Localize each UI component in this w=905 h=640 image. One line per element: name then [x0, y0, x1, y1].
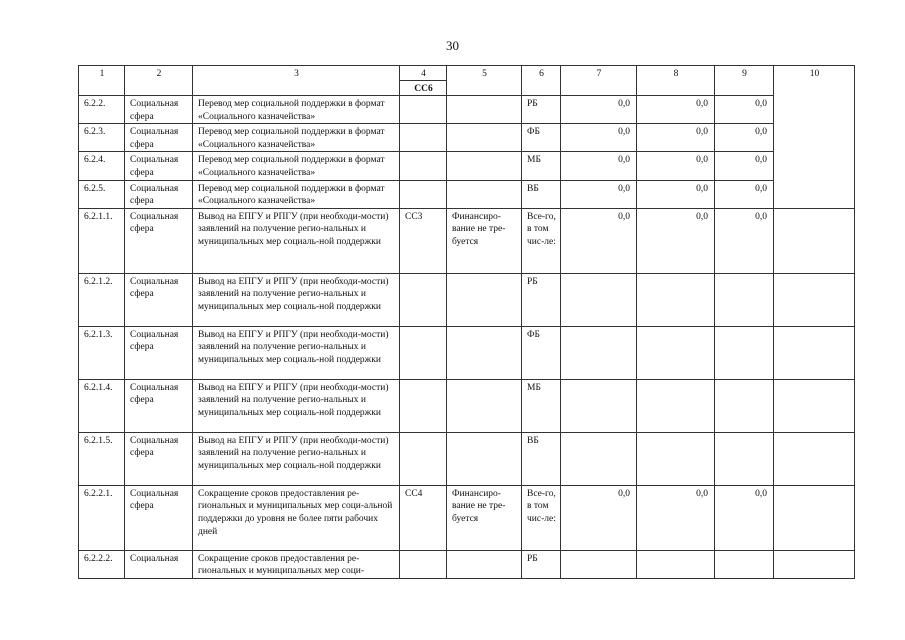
row-value-col9: 0,0 — [715, 152, 774, 180]
row-code — [400, 379, 447, 432]
row-financing — [447, 379, 522, 432]
header-col-6: 6 — [522, 66, 561, 96]
row-description: Вывод на ЕПГУ и РПГУ (при необходи-мости) заявлений на получение регио-нальных и муниципальных мер социаль-ной поддержки — [193, 208, 400, 273]
header-col-5: 5 — [447, 66, 522, 96]
row-sphere: Социальная сфера — [125, 432, 193, 485]
row-value-col8 — [637, 326, 715, 379]
row-number: 6.2.2. — [79, 96, 125, 124]
header-col-4: 4 — [400, 66, 447, 81]
row-financing — [447, 152, 522, 180]
row-code — [400, 152, 447, 180]
row-source: Все-го, в том чис-ле: — [522, 485, 561, 550]
row-financing — [447, 550, 522, 578]
header-col-2: 2 — [125, 66, 193, 96]
header-row — [79, 66, 855, 81]
row-value-col9: 0,0 — [715, 124, 774, 152]
row-value-col9 — [715, 273, 774, 326]
row-value-col7 — [561, 550, 637, 578]
row-value-col8 — [637, 432, 715, 485]
row-source: ВБ — [522, 180, 561, 208]
table-row — [79, 485, 855, 550]
row-source: ФБ — [522, 124, 561, 152]
row-description: Вывод на ЕПГУ и РПГУ (при необходи-мости) заявлений на получение регио-нальных и муниципальных мер социаль-ной поддержки — [193, 432, 400, 485]
row-source: МБ — [522, 152, 561, 180]
row-financing — [447, 273, 522, 326]
row-description: Перевод мер социальной поддержки в формат «Социального казначейства» — [193, 152, 400, 180]
row-value-col8 — [637, 273, 715, 326]
row-source: РБ — [522, 550, 561, 578]
header-col-7: 7 — [561, 66, 637, 96]
row-value-col9: 0,0 — [715, 96, 774, 124]
row-value-col8: 0,0 — [637, 485, 715, 550]
row-financing — [447, 124, 522, 152]
row-number: 6.2.1.2. — [79, 273, 125, 326]
table-row — [79, 273, 855, 326]
header-col-3: 3 — [193, 66, 400, 96]
row-source: ВБ — [522, 432, 561, 485]
row-value-col9: 0,0 — [715, 180, 774, 208]
row-source: РБ — [522, 96, 561, 124]
row-sphere: Социальная сфера — [125, 208, 193, 273]
row-sphere: Социальная — [125, 550, 193, 578]
row-code — [400, 326, 447, 379]
row-value-col8: 0,0 — [637, 180, 715, 208]
row-value-col7 — [561, 432, 637, 485]
row-value-col10 — [774, 550, 855, 578]
row-description: Сокращение сроков предоставления ре-гиональных и муниципальных мер соци- — [193, 550, 400, 578]
row-value-col7 — [561, 273, 637, 326]
row-value-col9 — [715, 379, 774, 432]
row-value-col10 — [774, 273, 855, 326]
row-value-col7 — [561, 326, 637, 379]
row-sphere: Социальная сфера — [125, 96, 193, 124]
row-value-col7 — [561, 379, 637, 432]
row-sphere: Социальная сфера — [125, 485, 193, 550]
row-financing — [447, 180, 522, 208]
table-row — [79, 432, 855, 485]
row-value-col10 — [774, 326, 855, 379]
row-value-col8 — [637, 379, 715, 432]
table-row — [79, 550, 855, 578]
row-financing — [447, 96, 522, 124]
row-source: Все-го, в том чис-ле: — [522, 208, 561, 273]
row-number: 6.2.1.3. — [79, 326, 125, 379]
row-code — [400, 273, 447, 326]
subheader-col-4: СС6 — [400, 81, 447, 96]
row-description: Перевод мер социальной поддержки в формат «Социального казначейства» — [193, 180, 400, 208]
row-value-col10 — [774, 485, 855, 550]
row-value-col7: 0,0 — [561, 180, 637, 208]
row-source: МБ — [522, 379, 561, 432]
table-row — [79, 180, 855, 208]
row-number: 6.2.1.5. — [79, 432, 125, 485]
row-description: Вывод на ЕПГУ и РПГУ (при необходи-мости) заявлений на получение регио-нальных и муниципальных мер социаль-ной поддержки — [193, 379, 400, 432]
row-sphere: Социальная сфера — [125, 273, 193, 326]
row-value-col9: 0,0 — [715, 485, 774, 550]
row-description: Вывод на ЕПГУ и РПГУ (при необходи-мости) заявлений на получение регио-нальных и муниципальных мер социаль-ной поддержки — [193, 273, 400, 326]
row-number: 6.2.5. — [79, 180, 125, 208]
table-row — [79, 124, 855, 152]
row-financing: Финансиро-вание не тре-буется — [447, 485, 522, 550]
row-description: Перевод мер социальной поддержки в формат «Социального казначейства» — [193, 96, 400, 124]
row-code — [400, 180, 447, 208]
row-code — [400, 550, 447, 578]
row-value-col10 — [774, 208, 855, 273]
row-value-col8 — [637, 550, 715, 578]
table-row — [79, 326, 855, 379]
row-value-col9 — [715, 326, 774, 379]
row-sphere: Социальная сфера — [125, 379, 193, 432]
row-code: СС3 — [400, 208, 447, 273]
row-number: 6.2.3. — [79, 124, 125, 152]
row-number: 6.2.2.1. — [79, 485, 125, 550]
budget-table — [78, 65, 855, 579]
row-value-col8: 0,0 — [637, 96, 715, 124]
row-description: Перевод мер социальной поддержки в формат «Социального казначейства» — [193, 124, 400, 152]
row-value-col9 — [715, 550, 774, 578]
row-value-col7: 0,0 — [561, 485, 637, 550]
row-code — [400, 124, 447, 152]
row-value-col7: 0,0 — [561, 208, 637, 273]
row-code — [400, 432, 447, 485]
row-value-col7: 0,0 — [561, 96, 637, 124]
row-value-col9: 0,0 — [715, 208, 774, 273]
row-sphere: Социальная сфера — [125, 180, 193, 208]
row-source: РБ — [522, 273, 561, 326]
row-value-col9 — [715, 432, 774, 485]
header-col-8: 8 — [637, 66, 715, 96]
row-value-col8: 0,0 — [637, 152, 715, 180]
row-value-col10 — [774, 432, 855, 485]
header-col-1: 1 — [79, 66, 125, 96]
row-sphere: Социальная сфера — [125, 326, 193, 379]
row-source: ФБ — [522, 326, 561, 379]
row-financing — [447, 432, 522, 485]
row-value-col8: 0,0 — [637, 208, 715, 273]
row-value-col8: 0,0 — [637, 124, 715, 152]
row-description: Сокращение сроков предоставления ре-гиональных и муниципальных мер соци-альной поддержки до уровня не более пяти рабочих дней — [193, 485, 400, 550]
table-row — [79, 379, 855, 432]
row-description: Вывод на ЕПГУ и РПГУ (при необходи-мости) заявлений на получение регио-нальных и муниципальных мер социаль-ной поддержки — [193, 326, 400, 379]
row-number: 6.2.2.2. — [79, 550, 125, 578]
row-sphere: Социальная сфера — [125, 124, 193, 152]
row-number: 6.2.4. — [79, 152, 125, 180]
row-financing — [447, 326, 522, 379]
row-number: 6.2.1.4. — [79, 379, 125, 432]
page-number: 30 — [446, 38, 459, 53]
row-value-col7: 0,0 — [561, 124, 637, 152]
row-value-col7: 0,0 — [561, 152, 637, 180]
table-row — [79, 96, 855, 124]
row-sphere: Социальная сфера — [125, 152, 193, 180]
row-code — [400, 96, 447, 124]
header-col-9: 9 — [715, 66, 774, 96]
header-col-10: 10 — [774, 66, 855, 209]
row-code: СС4 — [400, 485, 447, 550]
row-financing: Финансиро-вание не тре-буется — [447, 208, 522, 273]
table-row — [79, 152, 855, 180]
row-value-col10 — [774, 379, 855, 432]
row-number: 6.2.1.1. — [79, 208, 125, 273]
table-row — [79, 208, 855, 273]
